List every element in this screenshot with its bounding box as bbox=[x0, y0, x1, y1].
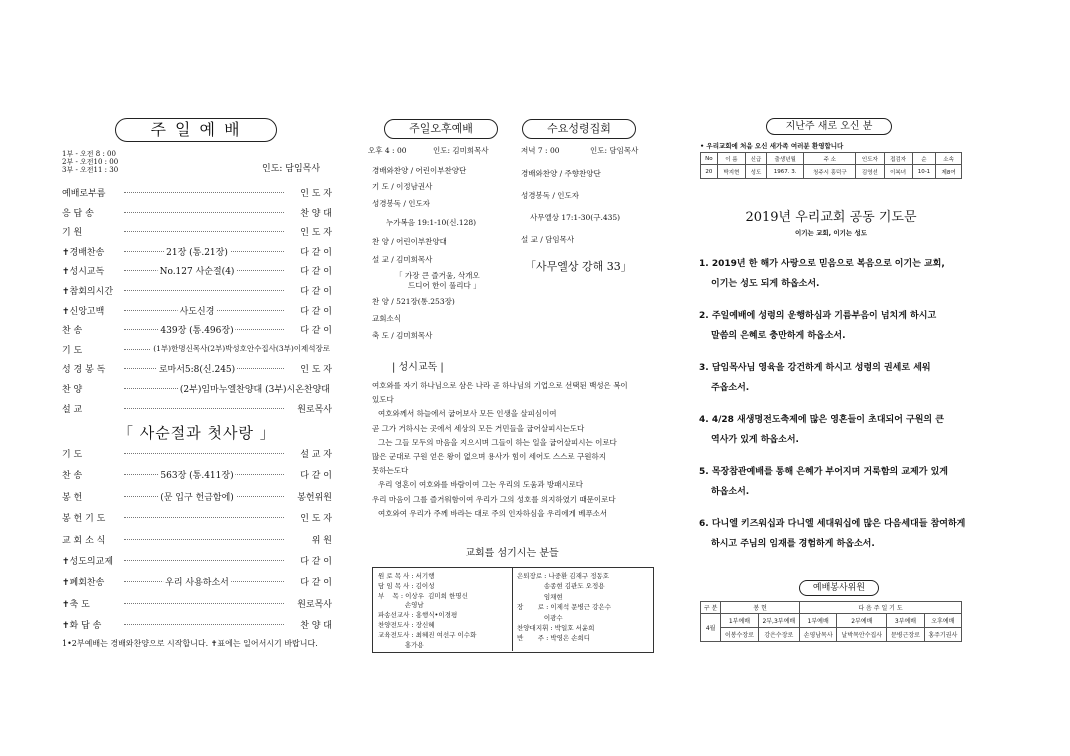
prayer-line: 1. 2019년 한 해가 사랑으로 믿음으로 복음으로 이기는 교회, bbox=[699, 259, 945, 269]
duty-name-cell: 이봉수장로 bbox=[721, 628, 758, 642]
service-item-name: 설 교 bbox=[62, 404, 83, 415]
newcomer-cell: 김영선 bbox=[856, 165, 884, 179]
prayer-line: 4. 4/28 새생명전도축제에 많은 영혼들이 초대되어 구원의 큰 bbox=[699, 415, 944, 425]
reading-line: 곧 그가 거하시는 곳에서 세상의 모든 거민들을 굽어살피시는도다 bbox=[372, 423, 585, 433]
footnote: 1•2부예배는 경배와찬양으로 시작합니다. ✝표에는 일어서시기 바랍니다. bbox=[62, 639, 318, 648]
sermon-title: 「 사순절과 첫사랑 」 bbox=[118, 424, 276, 442]
staff-divider bbox=[512, 567, 513, 651]
newcomer-cell: 1967. 3. bbox=[767, 165, 804, 179]
duty-sub-row bbox=[701, 614, 962, 628]
worship-title: 주 일 예 배 bbox=[115, 118, 277, 142]
afternoon-item: 찬 양 / 어린이부찬양대 bbox=[372, 237, 447, 246]
newcomer-cell: 이복녀 bbox=[884, 165, 912, 179]
wednesday-sermon: 「사무엘상 강해 33」 bbox=[525, 260, 632, 273]
service-row bbox=[62, 597, 332, 610]
service-row bbox=[62, 264, 332, 277]
reading-line: 그는 그들 모두의 마음을 지으시며 그들이 하는 일을 굽어살피시는 이로다 bbox=[378, 437, 617, 447]
dotted-leader bbox=[124, 624, 284, 625]
service-item-role: 다 같 이 bbox=[300, 267, 332, 278]
duty-sub-cell: 3부예배 bbox=[887, 614, 924, 628]
newcomer-header-cell: 순 bbox=[912, 153, 936, 165]
wednesday-time: 저녁 7 : 00 bbox=[521, 146, 560, 155]
service-item-detail: (2부)임마누엘찬양대 (3부)시온찬양대 bbox=[178, 382, 332, 395]
staff-right-line: 반 주 : 박영은 손희디 bbox=[517, 634, 591, 643]
service-item-name: 찬 송 bbox=[62, 326, 83, 337]
service-item-role: 다 같 이 bbox=[300, 306, 332, 317]
service-item-role: 인 도 자 bbox=[300, 365, 332, 376]
service-row bbox=[62, 533, 332, 546]
service-item-role: 다 같 이 bbox=[300, 578, 332, 589]
wednesday-item: 설 교 / 담임목사 bbox=[521, 235, 575, 244]
service-item-role: 다 같 이 bbox=[300, 471, 332, 482]
afternoon-item: 드디어 한이 풀리다 」 bbox=[408, 281, 481, 290]
afternoon-item: 교회소식 bbox=[372, 314, 401, 323]
reading-line: 우리 영혼이 여호와를 바람이여 그는 우리의 도움과 방패시로다 bbox=[378, 480, 584, 490]
newcomer-header-cell: 주 소 bbox=[804, 153, 856, 165]
service-item-role: 위 원 bbox=[311, 535, 332, 546]
newcomer-header-cell: 이 름 bbox=[717, 153, 745, 165]
reading-line: 여호와께서 하늘에서 굽어보사 모든 인생을 살피심이여 bbox=[378, 409, 557, 419]
duty-sub-cell: 오후예배 bbox=[924, 614, 961, 628]
prayer-subtitle: 이기는 교회, 이기는 성도 bbox=[794, 229, 868, 237]
staff-title: 교회를 섬기시는 분들 bbox=[465, 548, 559, 559]
duty-month-cell: 4월 bbox=[701, 614, 721, 642]
service-item-detail: (1부)한명신목사(2부)박성호안수집사(3부)이제석장로 bbox=[153, 343, 330, 353]
duty-name-cell: 날박목안수집사 bbox=[837, 628, 887, 642]
service-item-name: 성 경 봉 독 bbox=[62, 365, 106, 376]
dotted-leader bbox=[124, 231, 284, 232]
reading-line: 여호와여 우리가 주께 바라는 대로 주의 인자하심을 우리에게 베푸소서 bbox=[378, 508, 608, 518]
service-row bbox=[62, 618, 332, 631]
dotted-leader bbox=[124, 192, 284, 193]
afternoon-item: 성경봉독 / 인도자 bbox=[372, 199, 431, 208]
dotted-leader bbox=[124, 539, 284, 540]
newcomer-cell: 성도 bbox=[745, 165, 766, 179]
reading-title: | 성시교독 | bbox=[392, 362, 444, 373]
service-row bbox=[62, 284, 332, 297]
service-row bbox=[62, 186, 332, 199]
service-item-role: 찬 양 대 bbox=[300, 621, 332, 632]
service-item-name: ✝성도의교제 bbox=[62, 557, 114, 567]
staff-right-line: 임채현 bbox=[517, 592, 563, 601]
service-item-role: 다 같 이 bbox=[300, 247, 332, 258]
service-item-role: 인 도 자 bbox=[300, 514, 332, 525]
prayer-line-cont: 하옵소서. bbox=[711, 487, 750, 497]
afternoon-item: 설 교 / 김미희목사 bbox=[372, 255, 433, 264]
duty-name-cell: 강은수장로 bbox=[758, 628, 799, 642]
service-row bbox=[62, 447, 332, 460]
afternoon-service-title: 주일오후예배 bbox=[384, 119, 498, 139]
service-item-role: 설 교 자 bbox=[300, 450, 332, 460]
newcomer-cell: 제8여 bbox=[936, 165, 962, 179]
prayer-line: 3. 담임목사님 영육을 강건하게 하시고 성령의 권세로 세워 bbox=[699, 363, 931, 373]
staff-right-line: 송종현 김관도 오정용 bbox=[517, 582, 605, 591]
service-item-name: 교 회 소 식 bbox=[62, 535, 106, 546]
dotted-leader bbox=[124, 212, 284, 213]
wednesday-leader: 인도: 담임목사 bbox=[590, 146, 639, 155]
wednesday-service-title: 수요성령집회 bbox=[522, 119, 636, 139]
service-item-role: 찬 양 대 bbox=[300, 208, 332, 219]
staff-left-line: 원 로 목 사 : 서기행 bbox=[378, 572, 435, 580]
afternoon-leader: 인도: 김미희목사 bbox=[433, 146, 489, 155]
staff-right-line: 장 로 : 이제석 문병근 강은수 bbox=[517, 603, 611, 612]
duty-sub-cell: 1부예배 bbox=[800, 614, 837, 628]
service-row bbox=[62, 468, 332, 481]
duty-name-cell: 문병근장로 bbox=[887, 628, 924, 642]
service-item-name: 기 도 bbox=[62, 345, 83, 356]
service-item-role: 원로목사 bbox=[297, 599, 332, 610]
newcomer-cell: 청주시 흥덕구 bbox=[804, 165, 856, 179]
afternoon-item: 경배와찬양 / 어린이부찬양단 bbox=[372, 166, 467, 175]
staff-left-line: 부 목 : 이상우 김미희 한명신 bbox=[378, 591, 468, 600]
afternoon-item: 찬 양 / 521장(통.253장) bbox=[372, 297, 455, 306]
duty-title: 예배봉사위원 bbox=[799, 580, 879, 596]
service-item-role: 다 같 이 bbox=[300, 287, 332, 297]
dotted-leader bbox=[124, 408, 284, 409]
reading-line: 많은 군대로 구원 얻은 왕이 없으며 용사가 힘이 세어도 스스로 구원하지 bbox=[372, 452, 606, 461]
duty-sub-cell: 2부예배 bbox=[837, 614, 887, 628]
service-item-name: ✝경배찬송 bbox=[62, 247, 105, 258]
dotted-leader bbox=[124, 603, 284, 604]
staff-left-line: 홍가용 bbox=[378, 640, 424, 649]
preacher-label: 인도: 담임목사 bbox=[262, 164, 321, 174]
service-row bbox=[62, 575, 332, 588]
duty-header-row bbox=[701, 602, 962, 614]
reading-line: 못하는도다 bbox=[372, 466, 409, 476]
wednesday-item: 사무엘상 17:1-30(구.435) bbox=[530, 213, 621, 222]
newcomer-title: 지난주 새로 오신 분 bbox=[766, 118, 892, 135]
duty-header-prayer: 다 음 주 일 기 도 bbox=[800, 602, 962, 614]
duty-header-offering: 봉 헌 bbox=[721, 602, 800, 614]
newcomer-cell: 10-1 bbox=[912, 165, 936, 179]
newcomer-table bbox=[700, 152, 962, 179]
prayer-line: 6. 다니엘 키즈워십과 다니엘 세대워십에 많은 다음세대들 참여하게 bbox=[699, 519, 966, 529]
duty-name-cell: 손영남목사 bbox=[800, 628, 837, 642]
staff-left-line: 담 임 목 사 : 김이성 bbox=[378, 581, 435, 590]
service-item-name: ✝폐회찬송 bbox=[62, 578, 105, 589]
dotted-leader bbox=[124, 517, 284, 518]
newcomer-data-row bbox=[701, 165, 962, 179]
reading-line: 우리 마음이 그를 즐거워함이여 우리가 그의 성호를 의지하였기 때문이로다 bbox=[372, 494, 616, 504]
service-row bbox=[62, 490, 332, 503]
service-item-role: 다 같 이 bbox=[300, 557, 332, 567]
prayer-line-cont: 주옵소서. bbox=[711, 383, 750, 393]
service-item-name: 예배로부름 bbox=[62, 189, 106, 199]
newcomer-cell: 박지현 bbox=[717, 165, 745, 179]
service-row bbox=[62, 511, 332, 524]
service-row bbox=[62, 402, 332, 415]
service-item-detail: 로마서5:8(신.245) bbox=[157, 362, 237, 375]
service-item-detail: 439장 (통.496장) bbox=[158, 323, 235, 336]
service-row bbox=[62, 206, 332, 219]
prayer-line: 5. 목장참관예배를 통해 은혜가 부어지며 거룩함의 교제가 있게 bbox=[699, 467, 948, 477]
service-item-name: ✝화 답 송 bbox=[62, 621, 102, 632]
service-item-name: 봉 헌 기 도 bbox=[62, 514, 106, 525]
afternoon-item: 기 도 / 이정남권사 bbox=[372, 182, 433, 191]
service-item-name: 응 답 송 bbox=[62, 208, 94, 219]
prayer-line: 2. 주일예배에 성령의 운행하심과 기름부음이 넘치게 하시고 bbox=[699, 311, 937, 321]
dotted-leader bbox=[124, 453, 284, 454]
prayer-line-cont: 이기는 성도 되게 하옵소서. bbox=[711, 279, 820, 289]
service-row bbox=[62, 382, 332, 395]
newcomer-header-cell: 소속 bbox=[936, 153, 962, 165]
service-item-name: ✝축 도 bbox=[62, 599, 90, 610]
newcomer-header-row bbox=[701, 153, 962, 165]
service-item-detail: (문 입구 헌금함에) bbox=[158, 490, 236, 503]
afternoon-item: 「 가장 큰 즐거움, 삭개오 bbox=[395, 271, 480, 280]
newcomer-header-cell: 인도자 bbox=[856, 153, 884, 165]
service-item-detail: 사도신경 bbox=[178, 304, 217, 317]
staff-right-line: 은퇴장로 : 나중환 김재구 정동호 bbox=[517, 572, 610, 580]
service-item-name: ✝신앙고백 bbox=[62, 306, 105, 317]
reading-line: 있도다 bbox=[372, 395, 394, 405]
service-row bbox=[62, 554, 332, 567]
service-row bbox=[62, 323, 332, 336]
duty-sub-cell: 2부,3부예배 bbox=[758, 614, 799, 628]
service-item-detail: 우리 사용하소서 bbox=[163, 575, 231, 588]
reading-line: 여호와를 자기 하나님으로 삼은 나라 곧 하나님의 기업으로 선택된 백성은 복이 bbox=[372, 381, 628, 390]
newcomer-cell: 20 bbox=[701, 165, 718, 179]
service-item-role: 원로목사 bbox=[297, 404, 332, 415]
service-item-name: 찬 양 bbox=[62, 385, 83, 395]
newcomer-header-cell: No bbox=[701, 153, 718, 165]
service-item-name: 찬 송 bbox=[62, 471, 83, 482]
service-item-role: 봉헌위원 bbox=[297, 492, 332, 503]
staff-left-line: 교육전도사 : 최혜진 여선구 이수화 bbox=[378, 630, 477, 639]
duty-names-row bbox=[701, 628, 962, 642]
service-row bbox=[62, 225, 332, 238]
service-item-name: 기 원 bbox=[62, 228, 83, 239]
service-time-3: 3부 - 오전11 : 30 bbox=[62, 166, 119, 174]
prayer-title: 2019년 우리교회 공동 기도문 bbox=[745, 210, 917, 225]
service-item-name: ✝성시교독 bbox=[62, 267, 105, 278]
duty-sub-cell: 1부예배 bbox=[721, 614, 758, 628]
prayer-line-cont: 하시고 주님의 임재를 경험하게 하옵소서. bbox=[711, 539, 875, 549]
duty-table bbox=[700, 601, 962, 642]
service-row bbox=[62, 343, 332, 356]
service-item-name: ✝참회의시간 bbox=[62, 287, 114, 297]
service-item-role: 인 도 자 bbox=[300, 189, 332, 199]
staff-left-line: 손영남 bbox=[378, 601, 424, 610]
service-item-role: 다 같 이 bbox=[300, 326, 332, 337]
service-row bbox=[62, 245, 332, 258]
afternoon-item: 누가복음 19:1-10(신.128) bbox=[386, 218, 477, 227]
staff-left-line: 찬양전도사 : 장신혜 bbox=[378, 621, 435, 629]
afternoon-time: 오후 4 : 00 bbox=[368, 146, 407, 155]
service-row bbox=[62, 304, 332, 317]
service-times bbox=[62, 150, 118, 174]
newcomer-header-cell: 출생년월 bbox=[767, 153, 804, 165]
service-row bbox=[62, 362, 332, 375]
duty-name-cell: 홍주기권사 bbox=[924, 628, 961, 642]
wednesday-item: 성경봉독 / 인도자 bbox=[521, 191, 580, 200]
staff-left-line: 파송선교사 : 홍행식•이경평 bbox=[378, 611, 458, 620]
duty-header-category: 구 분 bbox=[701, 602, 721, 614]
dotted-leader bbox=[124, 290, 284, 291]
dotted-leader bbox=[124, 560, 284, 561]
newcomer-header-cell: 신급 bbox=[745, 153, 766, 165]
prayer-line-cont: 역사가 있게 하옵소서. bbox=[711, 435, 799, 445]
service-item-name: 기 도 bbox=[62, 450, 83, 460]
service-item-name: 봉 헌 bbox=[62, 492, 83, 503]
staff-right-line: 찬양대지휘 : 박일호 서윤희 bbox=[517, 624, 595, 632]
service-item-detail: 563장 (통.411장) bbox=[158, 468, 235, 481]
service-time-1: 1부 - 오전 8 : 00 bbox=[62, 150, 116, 158]
afternoon-item: 축 도 / 김미희목사 bbox=[372, 331, 433, 340]
service-item-detail: 21장 (통.21장) bbox=[164, 245, 230, 258]
welcome-text: • 우리교회에 처음 오신 새가족 여러분 환영합니다 bbox=[700, 142, 844, 150]
service-time-2: 2부 - 오전10 : 00 bbox=[62, 158, 119, 166]
wednesday-item: 경배와찬양 / 주향찬양단 bbox=[521, 169, 601, 178]
staff-right-line: 이광수 bbox=[517, 613, 563, 622]
service-item-role: 인 도 자 bbox=[300, 228, 332, 239]
newcomer-header-cell: 접검자 bbox=[884, 153, 912, 165]
prayer-line-cont: 말씀의 은혜로 충만하게 하옵소서. bbox=[711, 331, 846, 341]
service-item-detail: No.127 사순절(4) bbox=[158, 264, 237, 277]
